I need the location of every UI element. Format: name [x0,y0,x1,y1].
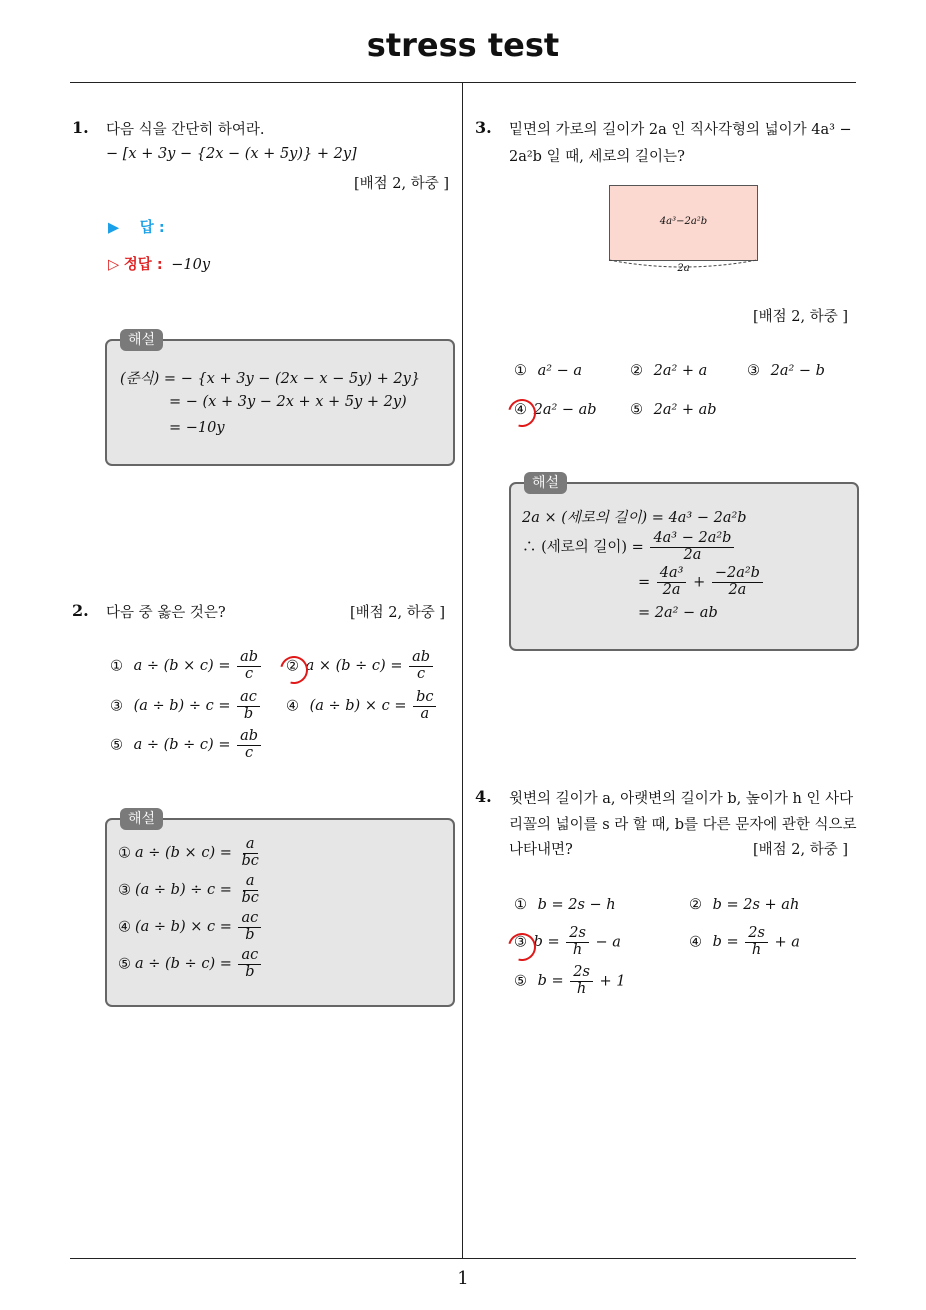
option-number: ② [286,658,299,675]
option-fraction: $\frac{2s}{h}$ [566,926,589,959]
question-text: 리꼴의 넓이를 s 라 할 때, b를 다른 문자에 관한 식으로 [509,817,857,833]
score-label: [배점 2, 하중 ] [350,605,446,621]
option-number: ③ [110,698,123,715]
correct-label: 정답 : [123,257,163,273]
question-number: 2. [72,601,89,620]
answer-circle-mark [503,394,541,432]
option-number: ④ [286,698,299,715]
option-3[interactable] [747,363,825,379]
explanation-line: ① a ÷ (b × c) = $\frac{a}{bc}$ [118,836,259,869]
option-4[interactable] [286,690,438,723]
question-text: 다음 중 옳은 것은? [106,605,226,621]
option-fraction: $\frac{ab}{c}$ [237,729,261,762]
option-text: 2a² + ab [653,402,717,418]
option-number: ② [630,363,643,379]
explanation-line: 2a × (세로의 길이) = 4a³ − 2a²b [522,510,747,526]
footer-rule [70,1258,856,1259]
option-2[interactable] [689,897,799,913]
question-text: 나타내면? [509,842,573,858]
option-text: b = [537,973,564,990]
explanation-line: (준식) = − {x + 3y − (2x − x − 5y) + 2y} [120,371,421,387]
option-text: b = 2s − h [537,897,616,913]
explanation-line: = − (x + 3y − 2x + x + 5y + 2y) [169,394,407,410]
option-1[interactable] [110,650,263,683]
correct-answer-row [108,253,210,274]
option-5[interactable] [630,402,717,418]
explanation-line: ③ (a ÷ b) ÷ c = $\frac{a}{bc}$ [118,873,259,906]
option-fraction: $\frac{bc}{a}$ [413,690,436,723]
option-number: ① [514,897,527,913]
score-label: [배점 2, 하중 ] [753,842,849,858]
option-2[interactable] [286,650,435,683]
option-4[interactable] [689,926,800,959]
option-text: 2a² + a [653,363,708,379]
option-text: a ÷ (b × c) = [133,658,231,675]
explanation-tag: 해설 [524,472,567,494]
option-fraction: $\frac{2s}{h}$ [570,965,593,998]
question-number: 4. [475,787,492,806]
explanation-line: = −10y [169,420,225,436]
correct-value: −10y [171,257,211,273]
option-5[interactable] [514,965,626,998]
option-5[interactable] [110,729,263,762]
option-number: ③ [747,363,760,379]
option-number: ① [110,658,123,675]
question-number: 3. [475,118,492,137]
score-label: [배점 2, 하중 ] [753,309,849,325]
option-text: b = 2s + ah [712,897,800,913]
triangle-icon: ▷ [108,257,120,273]
option-fraction: $\frac{ab}{c}$ [237,650,261,683]
explanation-tag: 해설 [120,329,163,351]
score-label: [배점 2, 하중 ] [354,176,450,192]
rectangle-area-label: 4a³−2a²b [659,216,708,227]
question-text: 윗변의 길이가 a, 아랫변의 길이가 b, 높이가 h 인 사다 [509,791,854,807]
question-text: 2a²b 일 때, 세로의 길이는? [509,149,685,165]
option-number: ⑤ [630,402,643,418]
answer-label: 답 : [139,220,165,236]
option-fraction: $\frac{ab}{c}$ [409,650,433,683]
option-text: a × (b ÷ c) = [305,658,403,675]
option-fraction: $\frac{2s}{h}$ [745,926,768,959]
option-text: (a ÷ b) ÷ c = [133,698,231,715]
rectangle-width-label: 2a [677,263,690,274]
explanation-tag: 해설 [120,808,163,830]
explanation-line: ⑤ a ÷ (b ÷ c) = $\frac{ac}{b}$ [118,948,263,981]
question-text: 다음 식을 간단히 하여라. [106,122,265,138]
page-title: stress test [366,26,560,64]
explanation-line: ∴ (세로의 길이) = $\frac{\text{4a³ − 2a²b}}{2a}$ [522,531,736,564]
option-text: + a [774,934,800,951]
option-fraction: $\frac{ac}{b}$ [237,690,260,723]
page-number: 1 [457,1268,469,1289]
option-text: a² − a [537,363,583,379]
option-number: ③ [514,934,527,951]
explanation-line: ④ (a ÷ b) × c = $\frac{ac}{b}$ [118,911,263,944]
option-text: 2a² − b [770,363,825,379]
option-text: b = [712,934,739,951]
question-text: 밑면의 가로의 길이가 2a 인 직사각형의 넓이가 4a³ − [509,122,852,138]
play-icon: ▶ [108,220,120,236]
question-expression: − [x + 3y − {2x − (x + 5y)} + 2y] [106,146,357,162]
option-number: ① [514,363,527,379]
explanation-line: = $\frac{\text{4a³}}{2a}$ + $\frac{\text{−2a²b}}{2a}$ [638,566,765,599]
header-rule [70,82,856,83]
option-number: ⑤ [110,737,123,754]
option-2[interactable] [630,363,707,379]
option-text: + 1 [599,973,626,990]
option-3[interactable] [110,690,262,723]
option-1[interactable] [514,363,582,379]
option-text: − a [595,934,621,951]
explanation-line: = 2a² − ab [638,605,718,621]
option-number: ② [689,897,702,913]
option-number: ④ [514,402,527,418]
answer-row [108,216,165,237]
option-1[interactable] [514,897,616,913]
option-text: a ÷ (b ÷ c) = [133,737,231,754]
column-divider [462,83,463,1259]
option-number: ④ [689,934,702,951]
option-text: b = [533,934,560,951]
question-number: 1. [72,118,89,137]
option-text: (a ÷ b) × c = [309,698,407,715]
option-number: ⑤ [514,973,527,990]
option-text: 2a² − ab [533,402,597,418]
